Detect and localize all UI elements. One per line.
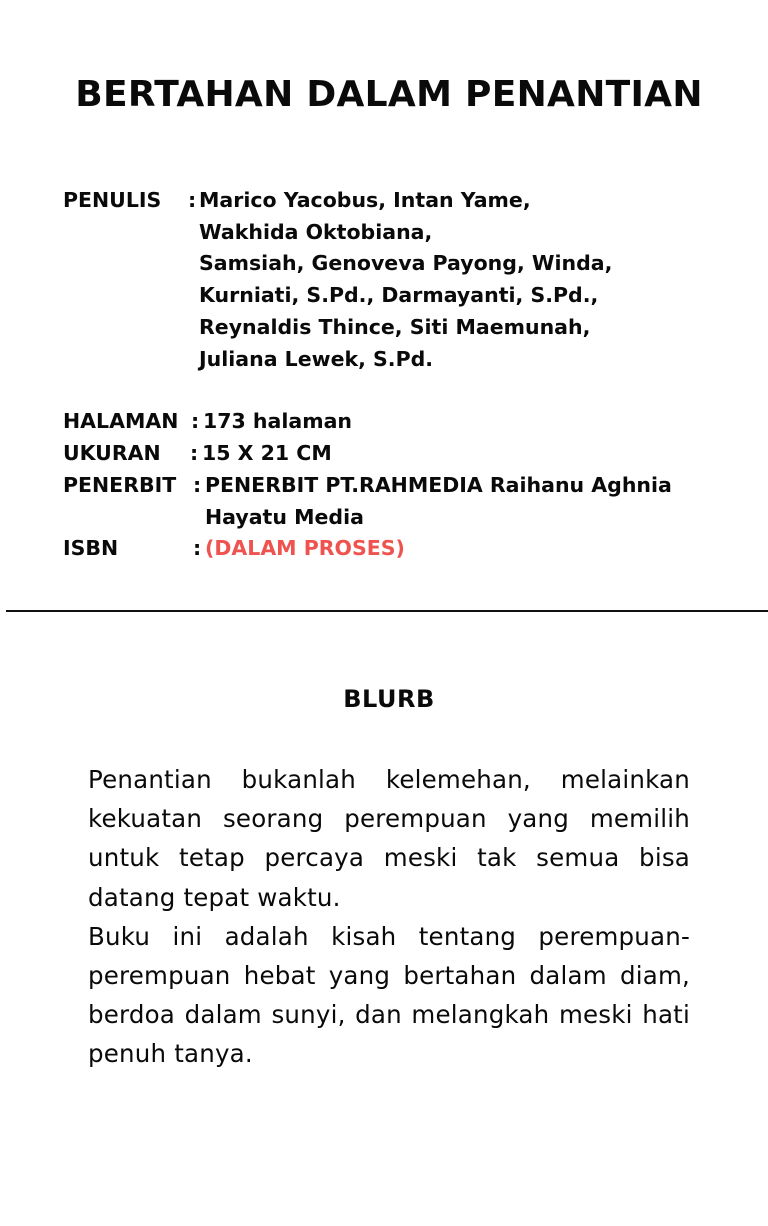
penerbit-colon: : <box>193 473 202 497</box>
book-title: BERTAHAN DALAM PENANTIAN <box>75 74 703 115</box>
penulis-value <box>199 185 612 375</box>
author-line: Marico Yacobus, Intan Yame, <box>199 188 531 212</box>
blurb-paragraph: Buku ini adalah kisah tentang perempuan-perempuan hebat yang bertahan dalam diam, berdoa dalam sunyi, dan melangkah meski hati penuh tanya. <box>88 921 690 1069</box>
isbn-status: (DALAM PROSES) <box>205 536 405 560</box>
penulis-colon: : <box>188 188 197 212</box>
author-line: Samsiah, Genoveva Payong, Winda, <box>199 251 613 276</box>
publisher-line: PENERBIT PT.RAHMEDIA Raihanu Aghnia <box>205 473 672 497</box>
blurb-text <box>88 760 690 1074</box>
isbn-colon: : <box>193 536 202 560</box>
ukuran-colon: : <box>190 441 199 465</box>
author-line: Wakhida Oktobiana, <box>199 219 433 244</box>
book-details <box>0 0 768 600</box>
isbn-label: ISBN <box>63 536 119 560</box>
author-line: Kurniati, S.Pd., Darmayanti, S.Pd., <box>199 283 599 308</box>
penulis-label: PENULIS <box>63 188 162 212</box>
halaman-label: HALAMAN <box>63 409 179 433</box>
halaman-value: 173 halaman <box>203 409 353 433</box>
penerbit-label: PENERBIT <box>63 473 177 497</box>
ukuran-label: UKURAN <box>63 441 161 465</box>
publisher-line: Hayatu Media <box>205 504 364 529</box>
blurb-paragraph: Penantian bukanlah kelemehan, melainkan kekuatan seorang perempuan yang memilih untuk tetap percaya meski tak semua bisa datang tepat waktu. <box>88 765 690 912</box>
halaman-colon: : <box>191 409 200 433</box>
section-divider <box>6 610 768 612</box>
author-line: Reynaldis Thince, Siti Maemunah, <box>199 314 591 339</box>
blurb-heading: BLURB <box>343 685 435 713</box>
ukuran-value: 15 X 21 CM <box>202 441 332 465</box>
author-line: Juliana Lewek, S.Pd. <box>199 346 434 371</box>
penerbit-value <box>205 470 672 533</box>
